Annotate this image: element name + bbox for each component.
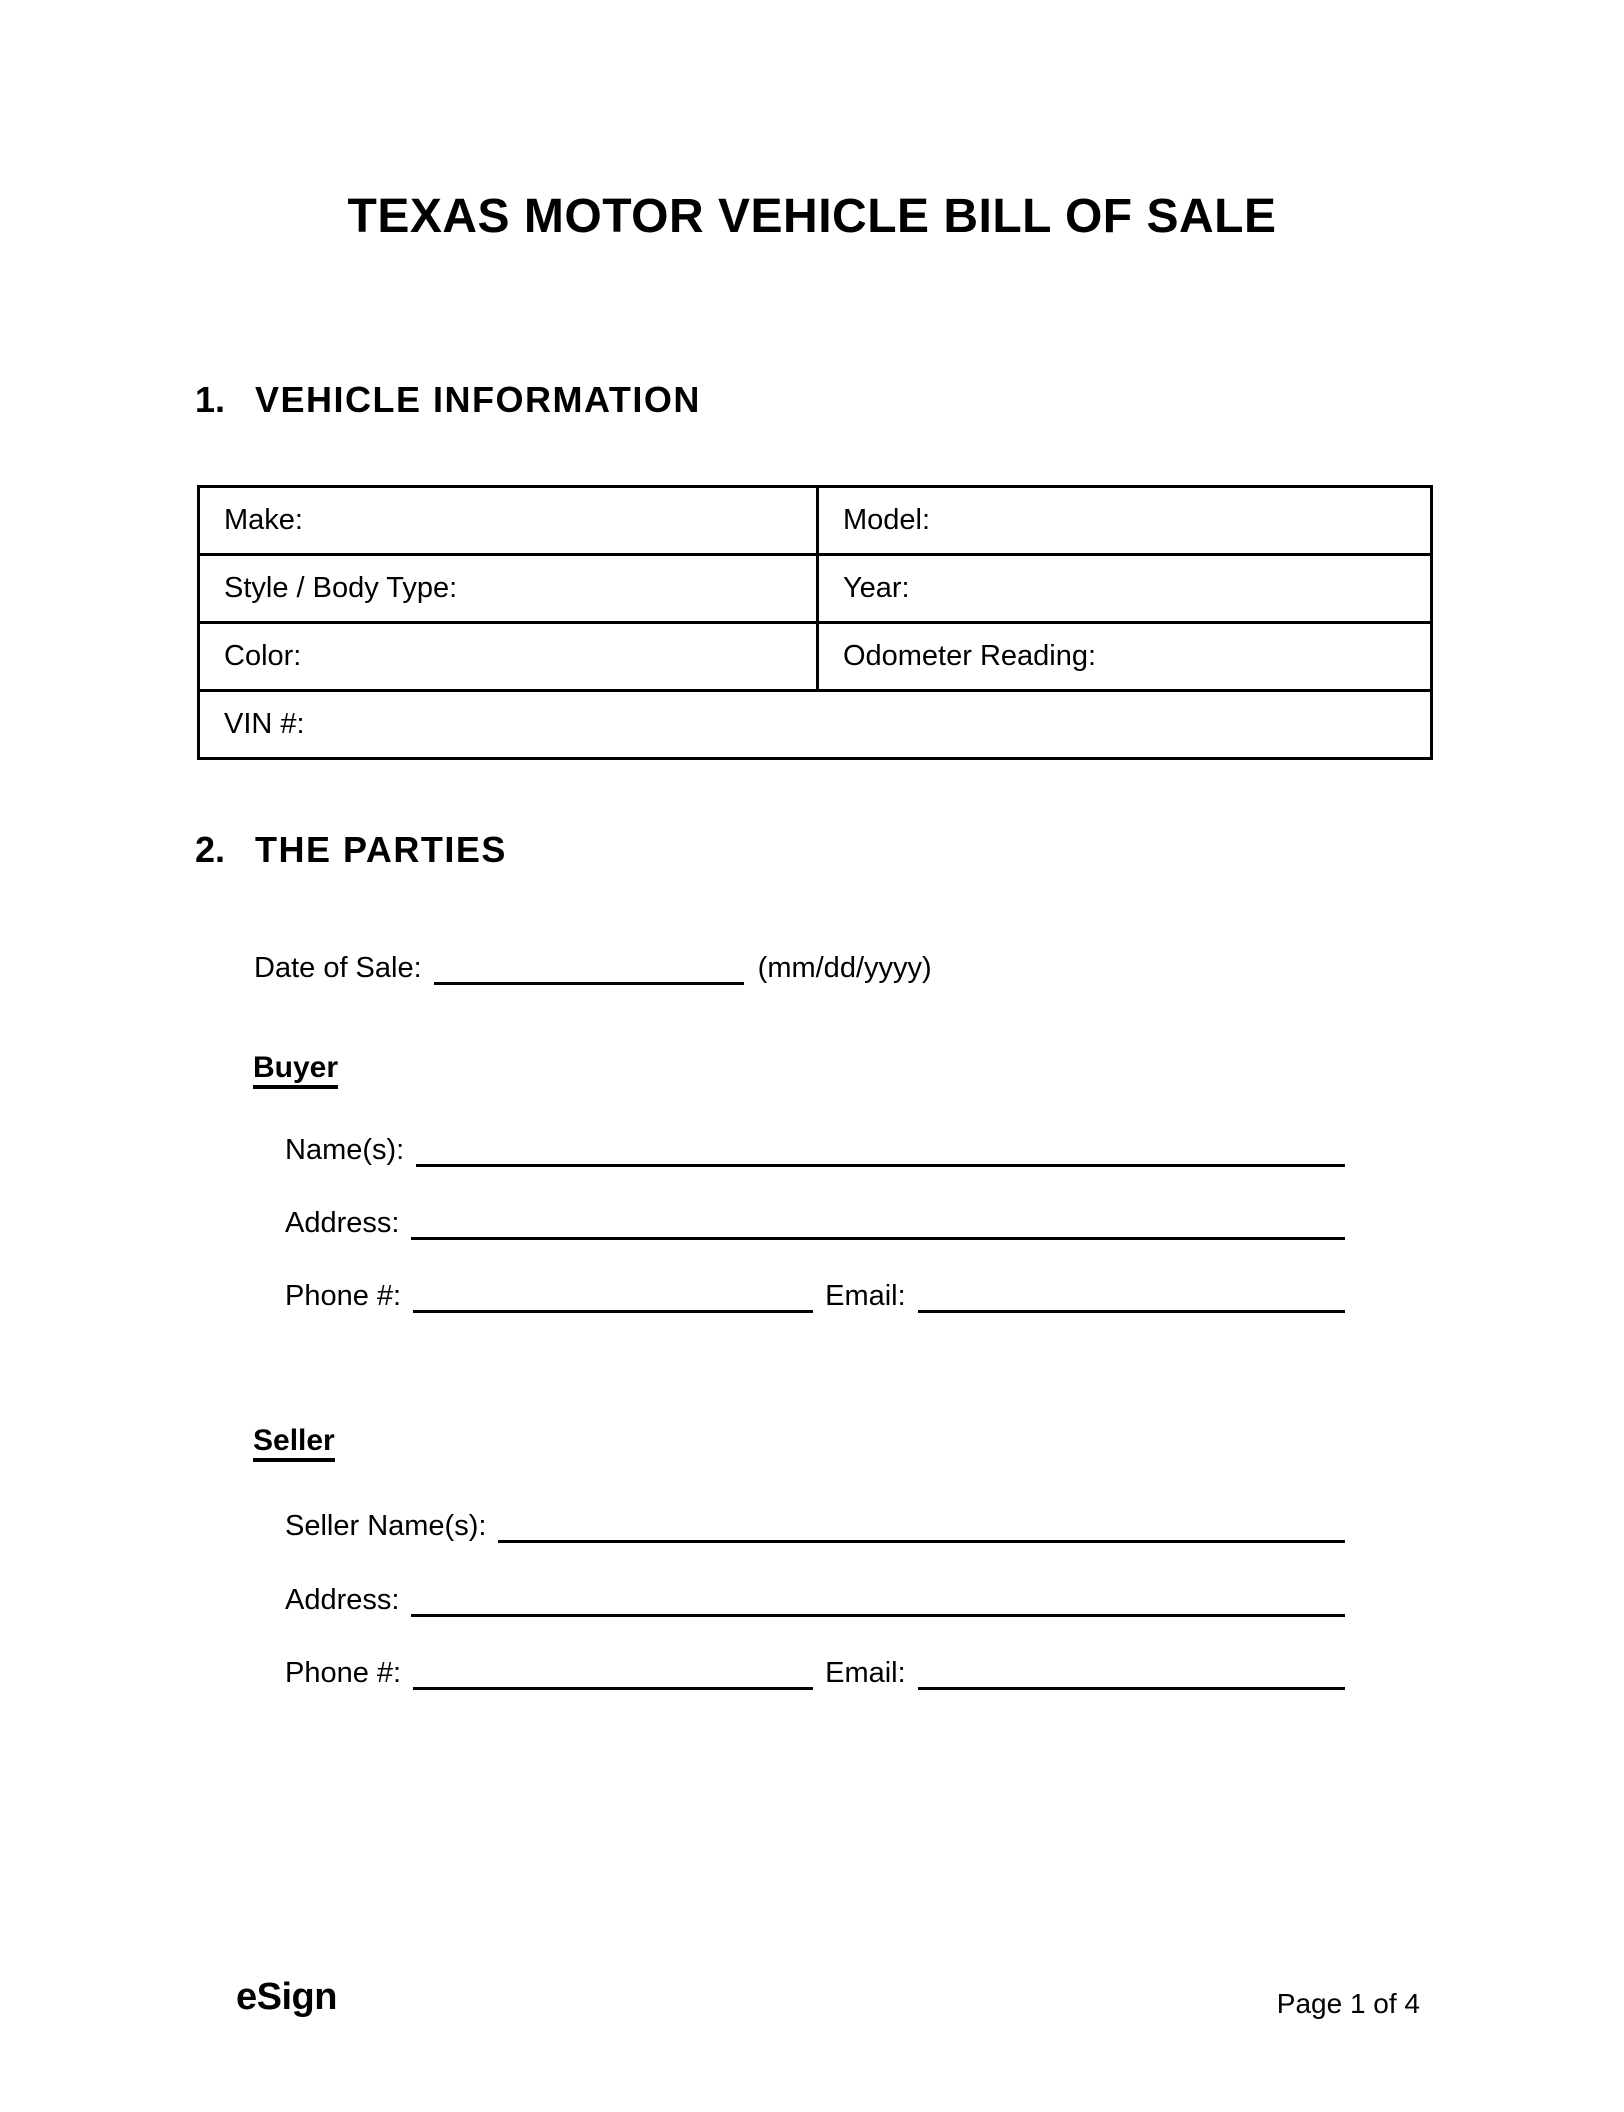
section-title: THE PARTIES <box>255 829 507 870</box>
year-field-cell[interactable]: Year: <box>817 555 1431 623</box>
seller-phone-field[interactable] <box>413 1660 813 1690</box>
table-row <box>199 623 1432 691</box>
table-row <box>199 487 1432 555</box>
buyer-name-label: Name(s): <box>285 1134 405 1166</box>
table-row <box>199 555 1432 623</box>
buyer-address-field[interactable] <box>411 1210 1345 1240</box>
seller-phone-label: Phone #: <box>285 1657 402 1689</box>
seller-section-heading: Seller <box>253 1425 335 1462</box>
buyer-name-row <box>285 1130 1345 1168</box>
esign-logo: eSign <box>236 1976 337 2018</box>
date-of-sale-row <box>254 948 934 986</box>
seller-name-field[interactable] <box>498 1513 1345 1543</box>
page-title: TEXAS MOTOR VEHICLE BILL OF SALE <box>347 190 1277 243</box>
vehicle-info-table <box>197 485 1433 760</box>
section-heading-the-parties <box>195 830 507 870</box>
buyer-email-label: Email: <box>825 1280 906 1312</box>
buyer-phone-email-row <box>285 1276 1345 1314</box>
seller-address-field[interactable] <box>411 1587 1345 1617</box>
buyer-section-heading: Buyer <box>253 1052 338 1089</box>
seller-address-row <box>285 1580 1345 1618</box>
page-number: Page 1 of 4 <box>1276 1988 1420 2019</box>
seller-phone-email-row <box>285 1653 1345 1691</box>
section-number: 1. <box>195 379 226 420</box>
seller-email-field[interactable] <box>918 1660 1345 1690</box>
date-of-sale-field[interactable] <box>434 955 744 985</box>
odometer-reading-field-cell[interactable]: Odometer Reading: <box>817 623 1431 691</box>
seller-address-label: Address: <box>285 1584 400 1616</box>
table-row <box>199 691 1432 759</box>
seller-name-label: Seller Name(s): <box>285 1510 487 1542</box>
vin-field-cell[interactable]: VIN #: <box>199 691 1432 759</box>
buyer-address-label: Address: <box>285 1207 400 1239</box>
date-format-hint: (mm/dd/yyyy) <box>757 952 932 984</box>
buyer-email-field[interactable] <box>918 1283 1345 1313</box>
model-field-cell[interactable]: Model: <box>817 487 1431 555</box>
date-of-sale-label: Date of Sale: <box>254 952 422 984</box>
section-heading-vehicle-information <box>195 380 701 420</box>
buyer-phone-field[interactable] <box>413 1283 813 1313</box>
color-field-cell[interactable]: Color: <box>199 623 818 691</box>
buyer-address-row <box>285 1203 1345 1241</box>
make-field-cell[interactable]: Make: <box>199 487 818 555</box>
style-body-type-field-cell[interactable]: Style / Body Type: <box>199 555 818 623</box>
section-number: 2. <box>195 829 226 870</box>
buyer-phone-label: Phone #: <box>285 1280 402 1312</box>
seller-name-row <box>285 1506 1345 1544</box>
section-title: VEHICLE INFORMATION <box>255 379 701 420</box>
seller-email-label: Email: <box>825 1657 906 1689</box>
buyer-name-field[interactable] <box>416 1137 1345 1167</box>
